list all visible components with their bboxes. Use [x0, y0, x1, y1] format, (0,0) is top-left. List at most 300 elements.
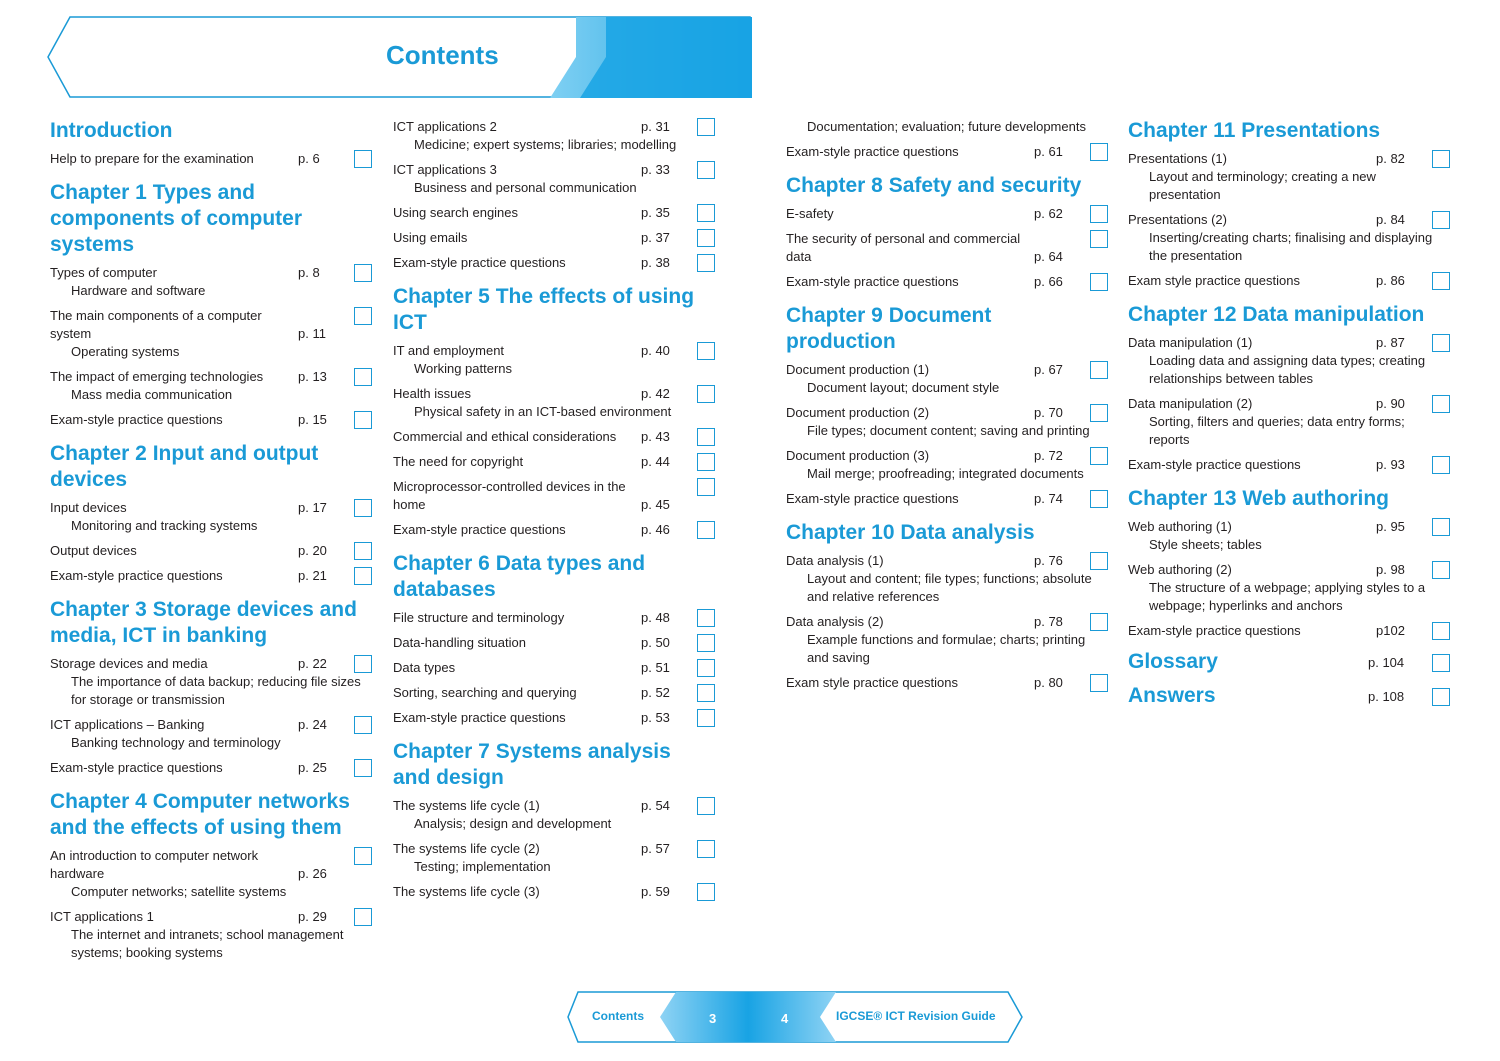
entry-title: Exam-style practice questions	[50, 568, 223, 583]
entry-title: Commercial and ethical considerations	[393, 429, 617, 444]
entry-page-number: p. 62	[1034, 206, 1063, 221]
extra-heading: Answers	[1128, 684, 1216, 707]
entry-line	[786, 361, 1108, 379]
revision-checkbox[interactable]	[697, 254, 715, 272]
revision-checkbox[interactable]	[1432, 654, 1450, 672]
revision-checkbox[interactable]	[354, 908, 372, 926]
toc-entry	[786, 361, 1108, 397]
chapter-heading: Chapter 1 Types and components of computer systems	[50, 181, 303, 256]
toc-entry	[786, 613, 1108, 667]
entry-title: Data types	[393, 660, 456, 675]
entry-page-number: p. 15	[298, 412, 327, 427]
entry-page-number: p. 53	[641, 710, 670, 725]
entry-line	[393, 118, 715, 136]
entry-line	[1128, 456, 1450, 474]
toc-entry	[393, 883, 715, 901]
entry-line	[1128, 395, 1450, 413]
entry-subtopics: Operating systems	[71, 344, 180, 359]
revision-checkbox[interactable]	[354, 411, 372, 429]
page-title: Contents	[386, 40, 499, 70]
revision-checkbox[interactable]	[354, 542, 372, 560]
entry-page-number: p. 40	[641, 343, 670, 358]
toc-column-2	[393, 118, 723, 908]
toc-entry	[786, 205, 1108, 223]
entry-title: Web authoring (2)	[1128, 562, 1232, 577]
page-number-left: 3	[709, 1011, 717, 1026]
revision-checkbox[interactable]	[1432, 622, 1450, 640]
revision-checkbox[interactable]	[354, 716, 372, 734]
entry-page-number: p. 87	[1376, 335, 1405, 350]
entry-subtopics: Monitoring and tracking systems	[71, 518, 258, 533]
revision-checkbox[interactable]	[697, 229, 715, 247]
toc-entry	[393, 609, 715, 627]
toc-entry	[50, 307, 372, 361]
entry-line	[50, 499, 372, 517]
toc-column-3	[786, 118, 1116, 699]
entry-title: Help to prepare for the examination	[50, 151, 254, 166]
entry-page-number: p. 74	[1034, 491, 1063, 506]
entry-line	[50, 542, 372, 560]
entry-title: ICT applications 2	[393, 119, 497, 134]
toc-section	[786, 118, 1116, 161]
entry-subtopics: Inserting/creating charts; finalising and displaying the presentation	[1149, 230, 1433, 263]
entry-page-number: p. 45	[641, 497, 670, 512]
entry-subtopics: Style sheets; tables	[1149, 537, 1262, 552]
revision-checkbox[interactable]	[697, 840, 715, 858]
revision-checkbox[interactable]	[1432, 211, 1450, 229]
revision-checkbox[interactable]	[1432, 272, 1450, 290]
toc-section	[393, 284, 723, 539]
toc-entry	[393, 634, 715, 652]
revision-checkbox[interactable]	[697, 161, 715, 179]
revision-checkbox[interactable]	[697, 659, 715, 677]
entry-title: The security of personal and commercial data	[786, 231, 1021, 264]
revision-checkbox[interactable]	[354, 847, 372, 865]
entry-subtopics: Documentation; evaluation; future developments	[807, 119, 1086, 134]
revision-checkbox[interactable]	[354, 307, 372, 325]
entry-page-number: p. 52	[641, 685, 670, 700]
chapter-heading: Chapter 9 Document production	[786, 304, 992, 353]
entry-line	[786, 230, 1108, 266]
toc-entry	[393, 453, 715, 471]
revision-checkbox[interactable]	[1090, 273, 1108, 291]
entry-page-number: p. 82	[1376, 151, 1405, 166]
entry-page-number: p. 64	[1034, 249, 1063, 264]
entry-title: Exam-style practice questions	[50, 412, 223, 427]
footer-right-label: IGCSE® ICT Revision Guide	[836, 1009, 996, 1023]
entry-line	[786, 447, 1108, 465]
revision-checkbox[interactable]	[1432, 561, 1450, 579]
entry-line	[50, 411, 372, 429]
entry-line	[1128, 272, 1450, 290]
entry-title: Health issues	[393, 386, 472, 401]
entry-title: E-safety	[786, 206, 834, 221]
entry-page-number: p. 76	[1034, 553, 1063, 568]
entry-page-number: p. 70	[1034, 405, 1063, 420]
entry-page-number: p. 90	[1376, 396, 1405, 411]
entry-page-number: p. 24	[298, 717, 327, 732]
revision-checkbox[interactable]	[354, 655, 372, 673]
toc-entry	[393, 342, 715, 378]
entry-page-number: p. 35	[641, 205, 670, 220]
chapter-heading: Chapter 13 Web authoring	[1128, 487, 1389, 510]
entry-title: Input devices	[50, 500, 127, 515]
entry-title: Using search engines	[393, 205, 519, 220]
revision-checkbox[interactable]	[1090, 674, 1108, 692]
entry-page-number: p. 31	[641, 119, 670, 134]
entry-subtopics: Layout and content; file types; functions; absolute and relative references	[807, 571, 1092, 604]
entry-subtopics: Business and personal communication	[414, 180, 637, 195]
chapter-heading: Chapter 12 Data manipulation	[1128, 303, 1425, 326]
chapter-heading: Chapter 7 Systems analysis and design	[393, 740, 671, 789]
revision-checkbox[interactable]	[1090, 361, 1108, 379]
entry-line	[393, 478, 715, 514]
toc-entry	[50, 368, 372, 404]
page-number-right: 4	[781, 1011, 789, 1026]
toc-entry	[393, 118, 715, 154]
chapter-heading: Chapter 11 Presentations	[1128, 119, 1381, 142]
entry-page-number: p. 38	[641, 255, 670, 270]
entry-page-number: p. 72	[1034, 448, 1063, 463]
entry-title: Output devices	[50, 543, 137, 558]
contents-banner	[46, 16, 752, 98]
revision-checkbox[interactable]	[697, 478, 715, 496]
toc-section	[50, 180, 380, 429]
entry-line	[393, 204, 715, 222]
entry-page-number: p. 21	[298, 568, 327, 583]
toc-section	[50, 597, 380, 777]
entry-subtopics: The structure of a webpage; applying styles to a webpage; hyperlinks and anchors	[1149, 580, 1426, 613]
toc-entry	[393, 428, 715, 446]
revision-checkbox[interactable]	[354, 150, 372, 168]
revision-checkbox[interactable]	[1090, 205, 1108, 223]
entry-page-number: p. 86	[1376, 273, 1405, 288]
entry-page-number: p. 17	[298, 500, 327, 515]
entry-title: The impact of emerging technologies	[50, 369, 264, 384]
toc-entry	[50, 716, 372, 752]
toc-entry	[393, 161, 715, 197]
entry-title: Data manipulation (1)	[1128, 335, 1253, 350]
toc-entry	[786, 490, 1108, 508]
toc-extra-entry	[1128, 650, 1450, 674]
toc-entry	[1128, 211, 1450, 265]
entry-line	[786, 552, 1108, 570]
entry-title: Data analysis (2)	[786, 614, 884, 629]
entry-title: Exam-style practice questions	[393, 522, 566, 537]
toc-entry	[786, 273, 1108, 291]
entry-subtopics: Medicine; expert systems; libraries; modelling	[414, 137, 677, 152]
entry-title: Document production (3)	[786, 448, 930, 463]
entry-title: Document production (2)	[786, 405, 930, 420]
entry-line	[50, 716, 372, 734]
entry-title: Data analysis (1)	[786, 553, 884, 568]
revision-checkbox[interactable]	[1090, 230, 1108, 248]
entry-page-number: p. 98	[1376, 562, 1405, 577]
entry-subtopics: Loading data and assigning data types; creating relationships between tables	[1149, 353, 1426, 386]
toc-column-4	[1128, 118, 1458, 708]
entry-line	[393, 609, 715, 627]
entry-page-number: p. 46	[641, 522, 670, 537]
toc-entry	[786, 404, 1108, 440]
entry-title: Exam style practice questions	[1128, 273, 1300, 288]
revision-checkbox[interactable]	[354, 264, 372, 282]
toc-entry	[50, 150, 372, 168]
toc-section	[50, 118, 380, 168]
entry-line	[50, 847, 372, 883]
entry-subtopics: Testing; implementation	[414, 859, 551, 874]
toc-entry	[393, 204, 715, 222]
toc-entry	[1128, 150, 1450, 204]
entry-line	[393, 634, 715, 652]
entry-line	[393, 659, 715, 677]
entry-line	[786, 273, 1108, 291]
entry-line	[393, 521, 715, 539]
entry-page-number: p. 29	[298, 909, 327, 924]
revision-checkbox[interactable]	[697, 204, 715, 222]
entry-subtopics: Mass media communication	[71, 387, 233, 402]
entry-page-number: p. 95	[1376, 519, 1405, 534]
entry-page-number: p. 50	[641, 635, 670, 650]
chapter-heading: Chapter 10 Data analysis	[786, 521, 1035, 544]
entry-line	[1128, 211, 1450, 229]
toc-entry	[786, 118, 1108, 136]
entry-title: Data manipulation (2)	[1128, 396, 1253, 411]
toc-section	[1128, 302, 1458, 474]
entry-page-number: p. 25	[298, 760, 327, 775]
entry-line	[786, 613, 1108, 631]
toc-column-1	[50, 118, 380, 969]
toc-section	[393, 118, 723, 272]
toc-entry	[50, 908, 372, 962]
entry-title: ICT applications 1	[50, 909, 154, 924]
toc-entry	[393, 229, 715, 247]
entry-title: Exam-style practice questions	[1128, 623, 1301, 638]
revision-checkbox[interactable]	[697, 709, 715, 727]
revision-checkbox[interactable]	[697, 385, 715, 403]
toc-entry	[393, 709, 715, 727]
toc-entry	[1128, 622, 1450, 640]
entry-line	[393, 428, 715, 446]
chapter-heading: Chapter 4 Computer networks and the effects of using them	[50, 790, 350, 839]
entry-title: An introduction to computer network hardware	[50, 848, 259, 881]
toc-section	[786, 173, 1116, 291]
toc-entry	[50, 542, 372, 560]
entry-line	[786, 490, 1108, 508]
entry-line	[393, 684, 715, 702]
entry-title: Exam-style practice questions	[50, 760, 223, 775]
entry-line	[50, 307, 372, 343]
entry-line	[786, 674, 1108, 692]
entry-title: Exam style practice questions	[786, 675, 958, 690]
entry-subtopics: Document layout; document style	[807, 380, 1000, 395]
entry-line	[1128, 561, 1450, 579]
entry-subtopics: Physical safety in an ICT-based environment	[414, 404, 672, 419]
entry-line	[393, 254, 715, 272]
entry-title: ICT applications 3	[393, 162, 497, 177]
entry-line	[786, 143, 1108, 161]
entry-subtopics: The internet and intranets; school management systems; booking systems	[71, 927, 344, 960]
entry-page-number: p. 48	[641, 610, 670, 625]
toc-entry	[50, 567, 372, 585]
entry-title: Web authoring (1)	[1128, 519, 1232, 534]
entry-title: The systems life cycle (2)	[393, 841, 540, 856]
entry-title: ICT applications – Banking	[50, 717, 205, 732]
entry-line	[1128, 150, 1450, 168]
revision-checkbox[interactable]	[354, 567, 372, 585]
entry-line	[50, 567, 372, 585]
revision-checkbox[interactable]	[697, 118, 715, 136]
entry-page-number: p. 51	[641, 660, 670, 675]
entry-subtopics: Computer networks; satellite systems	[71, 884, 287, 899]
revision-checkbox[interactable]	[354, 368, 372, 386]
revision-checkbox[interactable]	[697, 797, 715, 815]
entry-subtopics: The importance of data backup; reducing file sizes for storage or transmission	[71, 674, 361, 707]
revision-checkbox[interactable]	[1432, 395, 1450, 413]
chapter-heading: Chapter 5 The effects of using ICT	[393, 285, 695, 334]
entry-page-number: p. 78	[1034, 614, 1063, 629]
toc-entry	[1128, 518, 1450, 554]
entry-title: IT and employment	[393, 343, 505, 358]
footer-left-label: Contents	[592, 1009, 644, 1023]
toc-entry	[50, 847, 372, 901]
entry-line	[50, 264, 372, 282]
entry-page-number: p. 84	[1376, 212, 1405, 227]
entry-line	[50, 908, 372, 926]
toc-entry	[393, 659, 715, 677]
extra-heading: Glossary	[1128, 650, 1218, 673]
revision-checkbox[interactable]	[354, 759, 372, 777]
revision-checkbox[interactable]	[354, 499, 372, 517]
entry-page-number: p. 6	[298, 151, 320, 166]
chapter-heading: Chapter 6 Data types and databases	[393, 552, 646, 601]
entry-title: Exam-style practice questions	[1128, 457, 1301, 472]
entry-title: Using emails	[393, 230, 468, 245]
entry-line	[50, 655, 372, 673]
entry-title: Microprocessor-controlled devices in the home	[393, 479, 626, 512]
entry-subtopics: File types; document content; saving and printing	[807, 423, 1090, 438]
entry-line	[393, 453, 715, 471]
chapter-heading: Chapter 2 Input and output devices	[50, 442, 319, 491]
entry-title: The systems life cycle (1)	[393, 798, 540, 813]
revision-checkbox[interactable]	[697, 883, 715, 901]
entry-page-number: p. 13	[298, 369, 327, 384]
toc-entry	[393, 478, 715, 514]
entry-title: Presentations (2)	[1128, 212, 1227, 227]
entry-line	[393, 229, 715, 247]
toc-entry	[1128, 561, 1450, 615]
toc-section	[786, 520, 1116, 692]
entry-subtopics: Example functions and formulae; charts; printing and saving	[807, 632, 1086, 665]
entry-line	[393, 797, 715, 815]
toc-entry	[1128, 334, 1450, 388]
entry-subtopics: Banking technology and terminology	[71, 735, 281, 750]
revision-checkbox[interactable]	[697, 684, 715, 702]
entry-title: The main components of a computer system	[50, 308, 262, 341]
revision-checkbox[interactable]	[697, 521, 715, 539]
entry-page-number: p. 61	[1034, 144, 1063, 159]
entry-title: Exam-style practice questions	[786, 144, 959, 159]
entry-line	[393, 342, 715, 360]
toc-entry	[1128, 395, 1450, 449]
revision-checkbox[interactable]	[1090, 613, 1108, 631]
entry-title: Exam-style practice questions	[393, 255, 566, 270]
entry-line	[1128, 334, 1450, 352]
toc-section	[50, 789, 380, 962]
entry-subtopics: Layout and terminology; creating a new presentation	[1149, 169, 1376, 202]
revision-checkbox[interactable]	[1090, 552, 1108, 570]
revision-checkbox[interactable]	[1090, 404, 1108, 422]
entry-page-number: p102	[1376, 623, 1405, 638]
entry-page-number: p. 33	[641, 162, 670, 177]
entry-subtopics: Mail merge; proofreading; integrated documents	[807, 466, 1084, 481]
revision-checkbox[interactable]	[697, 609, 715, 627]
entry-page-number: p. 42	[641, 386, 670, 401]
revision-checkbox[interactable]	[1432, 688, 1450, 706]
revision-checkbox[interactable]	[1432, 456, 1450, 474]
toc-entry	[393, 797, 715, 833]
entry-title: Storage devices and media	[50, 656, 208, 671]
toc-section	[786, 303, 1116, 508]
revision-checkbox[interactable]	[697, 634, 715, 652]
entry-line	[393, 840, 715, 858]
extra-page-number: p. 104	[1368, 654, 1405, 670]
entry-line	[393, 883, 715, 901]
entry-title: Data-handling situation	[393, 635, 526, 650]
toc-entry	[50, 264, 372, 300]
toc-entry	[50, 499, 372, 535]
entry-title: Exam-style practice questions	[786, 274, 959, 289]
toc-entry	[50, 411, 372, 429]
revision-checkbox[interactable]	[697, 342, 715, 360]
entry-title: Exam-style practice questions	[393, 710, 566, 725]
entry-line	[50, 368, 372, 386]
toc-entry	[393, 385, 715, 421]
toc-entry	[786, 552, 1108, 606]
entry-title: Sorting, searching and querying	[393, 685, 577, 700]
toc-entry	[50, 759, 372, 777]
revision-checkbox[interactable]	[1432, 150, 1450, 168]
revision-checkbox[interactable]	[1090, 447, 1108, 465]
chapter-heading: Chapter 8 Safety and security	[786, 174, 1082, 197]
entry-page-number: p. 44	[641, 454, 670, 469]
revision-checkbox[interactable]	[1432, 334, 1450, 352]
entry-line	[786, 404, 1108, 422]
entry-line	[50, 150, 372, 168]
toc-entry	[786, 230, 1108, 266]
entry-subtopics: Sorting, filters and queries; data entry forms; reports	[1149, 414, 1405, 447]
entry-title: Document production (1)	[786, 362, 930, 377]
entry-line	[786, 205, 1108, 223]
entry-line	[1128, 622, 1450, 640]
entry-line	[1128, 518, 1450, 536]
toc-section	[393, 551, 723, 727]
revision-checkbox[interactable]	[1090, 143, 1108, 161]
revision-checkbox[interactable]	[1090, 490, 1108, 508]
toc-entry	[1128, 272, 1450, 290]
revision-checkbox[interactable]	[1432, 518, 1450, 536]
entry-subtopics: Working patterns	[414, 361, 513, 376]
entry-line	[50, 759, 372, 777]
toc-entry	[393, 521, 715, 539]
toc-entry	[50, 655, 372, 709]
entry-title: Exam-style practice questions	[786, 491, 959, 506]
revision-checkbox[interactable]	[697, 428, 715, 446]
revision-checkbox[interactable]	[697, 453, 715, 471]
entry-page-number: p. 37	[641, 230, 670, 245]
entry-page-number: p. 67	[1034, 362, 1063, 377]
entry-page-number: p. 26	[298, 866, 327, 881]
toc-entry	[786, 674, 1108, 692]
